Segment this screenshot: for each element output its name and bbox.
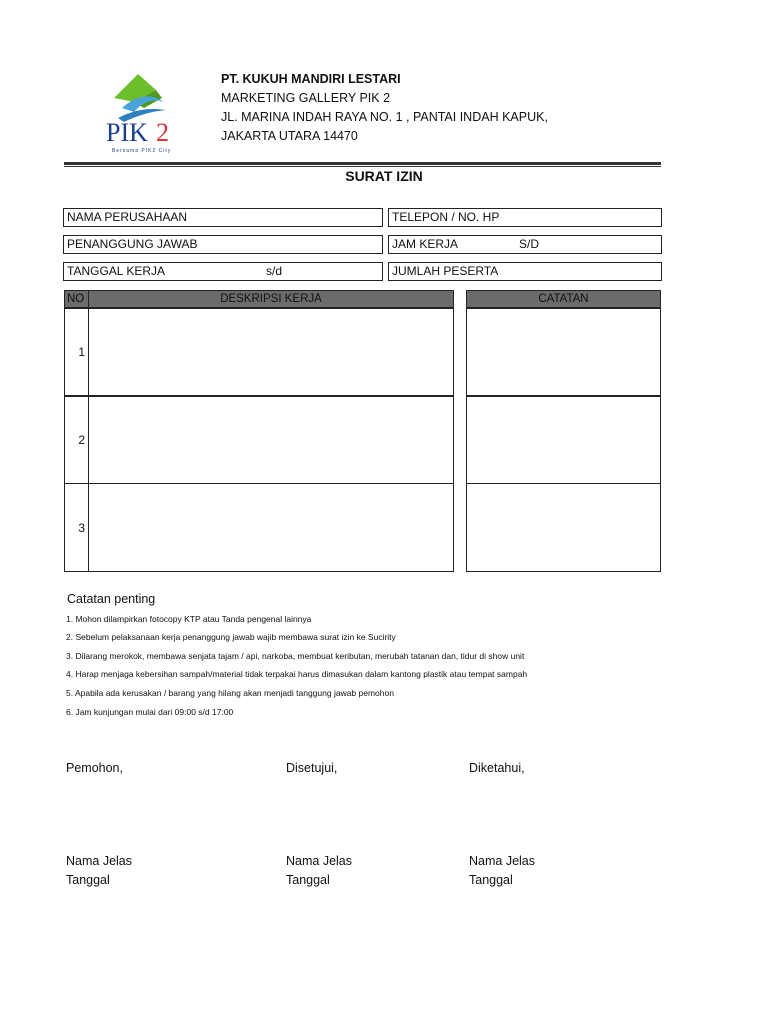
field-nama-perusahaan[interactable] bbox=[63, 208, 383, 227]
field-telepon[interactable] bbox=[388, 208, 662, 227]
deskripsi-cell-1[interactable] bbox=[88, 308, 454, 396]
field-separator: s/d bbox=[266, 264, 283, 278]
signature-diketahui-date: Tanggal bbox=[469, 873, 513, 887]
signature-diketahui-name: Nama Jelas bbox=[469, 854, 535, 868]
svg-text:2: 2 bbox=[156, 118, 169, 147]
row-number: 1 bbox=[78, 345, 85, 359]
field-penanggung-jawab[interactable] bbox=[63, 235, 383, 254]
note-item: 4. Harap menjaga kebersihan sampah/material tidak terpakai harus dimasukan dalam kantong plastik atau tempat sampah bbox=[66, 669, 528, 679]
signature-diketahui-label: Diketahui, bbox=[469, 761, 525, 775]
logo-tagline: Bersama PIK2 City bbox=[112, 148, 172, 154]
column-header-deskripsi: DESKRIPSI KERJA bbox=[88, 290, 454, 308]
catatan-cell-1[interactable] bbox=[466, 308, 661, 396]
field-separator: S/D bbox=[519, 237, 540, 251]
no-cell-1 bbox=[64, 308, 89, 396]
signature-disetujui-name: Nama Jelas bbox=[286, 854, 352, 868]
deskripsi-cell-2[interactable] bbox=[88, 396, 454, 484]
column-header-catatan: CATATAN bbox=[466, 290, 661, 308]
signature-pemohon-date: Tanggal bbox=[66, 873, 110, 887]
company-header bbox=[221, 70, 548, 146]
field-jumlah-peserta[interactable] bbox=[388, 262, 662, 281]
catatan-cell-3[interactable] bbox=[466, 483, 661, 572]
signature-disetujui-label: Disetujui, bbox=[286, 761, 338, 775]
row-number: 2 bbox=[78, 433, 85, 447]
note-item: 2. Sebelum pelaksanaan kerja penanggung jawab wajib membawa surat izin ke Sucirity bbox=[66, 632, 396, 642]
svg-text:PIK: PIK bbox=[106, 118, 148, 147]
signature-pemohon-label: Pemohon, bbox=[66, 761, 123, 775]
signature-pemohon-name: Nama Jelas bbox=[66, 854, 132, 868]
field-label: PENANGGUNG JAWAB bbox=[67, 237, 198, 251]
company-city: JAKARTA UTARA 14470 bbox=[221, 129, 358, 143]
pik2-logo-icon bbox=[104, 68, 184, 160]
no-cell-3 bbox=[64, 483, 89, 572]
note-item: 5. Apabila ada kerusakan / barang yang hilang akan menjadi tanggung jawab pemohon bbox=[66, 688, 394, 698]
field-label: JAM KERJA bbox=[392, 237, 459, 251]
notes-title: Catatan penting bbox=[67, 592, 156, 606]
row-number: 3 bbox=[78, 521, 85, 535]
signature-disetujui-date: Tanggal bbox=[286, 873, 330, 887]
field-label: NAMA PERUSAHAAN bbox=[67, 210, 188, 224]
column-header-no: NO bbox=[64, 290, 89, 308]
note-item: 1. Mohon dilampirkan fotocopy KTP atau Tanda pengenal lainnya bbox=[66, 614, 312, 624]
company-logo bbox=[104, 68, 184, 160]
field-label: JUMLAH PESERTA bbox=[392, 264, 499, 278]
catatan-cell-2[interactable] bbox=[466, 396, 661, 484]
header-rule-top bbox=[64, 162, 661, 165]
company-line-2: MARKETING GALLERY PIK 2 bbox=[221, 91, 391, 105]
document-title: SURAT IZIN bbox=[345, 168, 423, 184]
field-jam-kerja[interactable] bbox=[388, 235, 662, 254]
no-cell-2 bbox=[64, 396, 89, 484]
field-tanggal-kerja[interactable] bbox=[63, 262, 383, 281]
deskripsi-cell-3[interactable] bbox=[88, 483, 454, 572]
note-item: 6. Jam kunjungan mulai dari 09:00 s/d 17:00 bbox=[66, 707, 234, 717]
field-label: TANGGAL KERJA bbox=[67, 264, 166, 278]
field-label: TELEPON / NO. HP bbox=[392, 210, 500, 224]
company-name: PT. KUKUH MANDIRI LESTARI bbox=[221, 72, 401, 86]
company-address: JL. MARINA INDAH RAYA NO. 1 , PANTAI INDAH KAPUK, bbox=[221, 110, 548, 124]
note-item: 3. Dilarang merokok, membawa senjata tajam / api, narkoba, membuat keributan, merubah tatanan dan, tidur di show unit bbox=[66, 651, 525, 661]
header-rule-bottom bbox=[64, 166, 661, 167]
